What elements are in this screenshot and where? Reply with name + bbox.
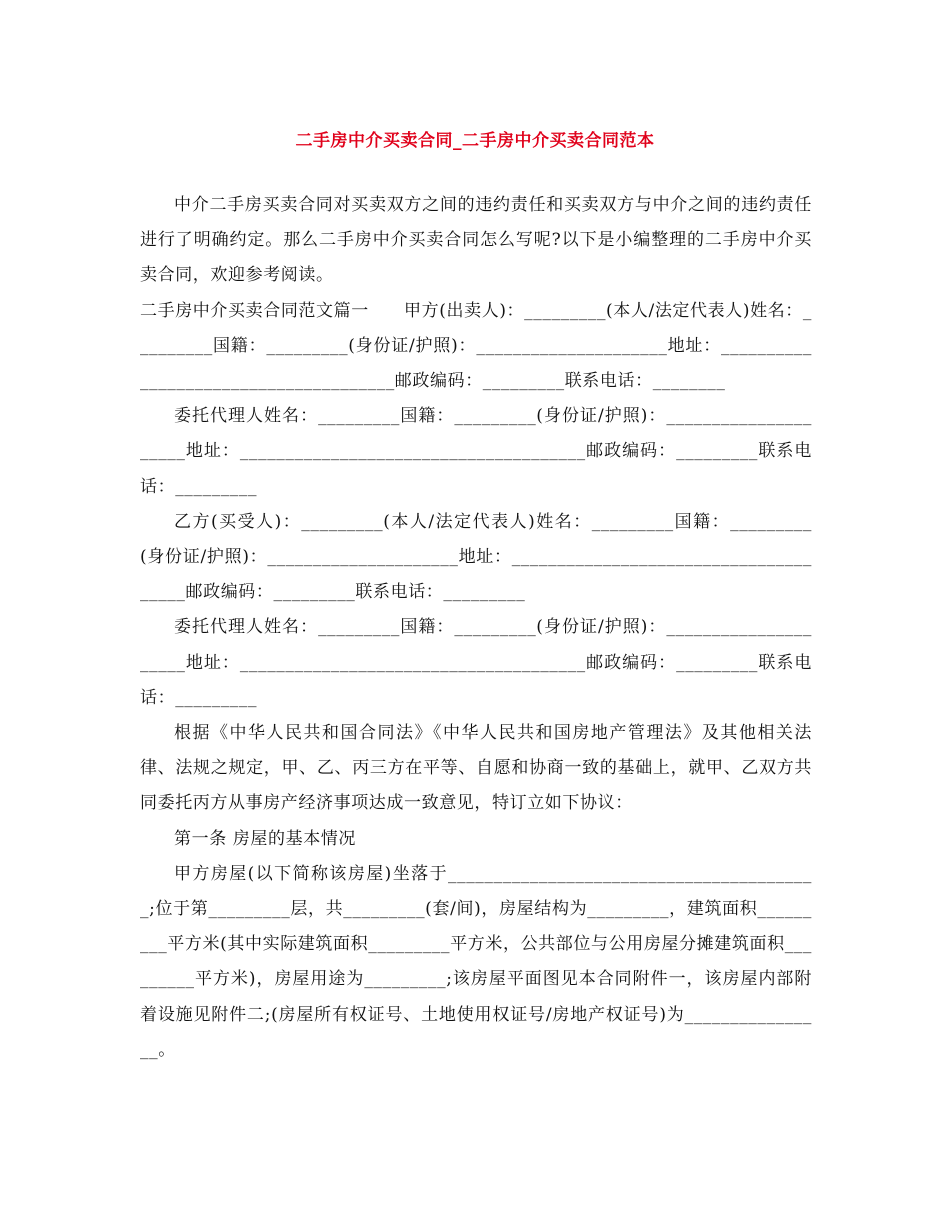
paragraph-article-1-body: 甲方房屋(以下简称该房屋)坐落于_________________________________________;位于第_________层，共_________(套/间)，房屋结构为_________，建筑面积_________平方米(其中实际建筑面积_________平方米，公共部位与公用房屋分摊建筑面积_________平方米)，房屋用途为_________;该房屋平面图见本合同附件一，该房屋内部附着设施见附件二;(房屋所有权证号、土地使用权证号/房地产权证号)为________________。 [140,863,812,1060]
paragraph-party-b: 乙方(买受人)：_________(本人/法定代表人)姓名：_________国籍：_________(身份证/护照)：_____________________地址：______________________________________邮政编码：_________联系电话：_________ [140,511,812,603]
paragraph-party-a: 二手房中介买卖合同范文篇一 甲方(出卖人)：_________(本人/法定代表人)姓名：_________国籍：_________(身份证/护照)：_____________________地址：______________________________________邮政编码：_________联系电话：________ [140,300,812,392]
paragraph-intro: 中介二手房买卖合同对买卖双方之间的违约责任和买卖双方与中介之间的违约责任进行了明确约定。那么二手房中介买卖合同怎么写呢?以下是小编整理的二手房中介买卖合同，欢迎参考阅读。 [140,195,812,286]
paragraph-party-a-agent: 委托代理人姓名：_________国籍：_________(身份证/护照)：_____________________地址：______________________________________邮政编码：_________联系电话：_________ [140,406,812,497]
paragraph-party-b-agent: 委托代理人姓名：_________国籍：_________(身份证/护照)：_____________________地址：______________________________________邮政编码：_________联系电话：_________ [140,617,812,708]
document-title: 二手房中介买卖合同_二手房中介买卖合同范本 [295,131,655,151]
document-body [140,188,812,1068]
paragraph-article-1: 第一条 房屋的基本情况 [174,828,357,849]
paragraph-legal-basis: 根据《中华人民共和国合同法》《中华人民共和国房地产管理法》及其他相关法律、法规之规定，甲、乙、丙三方在平等、自愿和协商一致的基础上，就甲、乙双方共同委托丙方从事房产经济事项达成一致意见，特订立如下协议： [140,723,812,814]
